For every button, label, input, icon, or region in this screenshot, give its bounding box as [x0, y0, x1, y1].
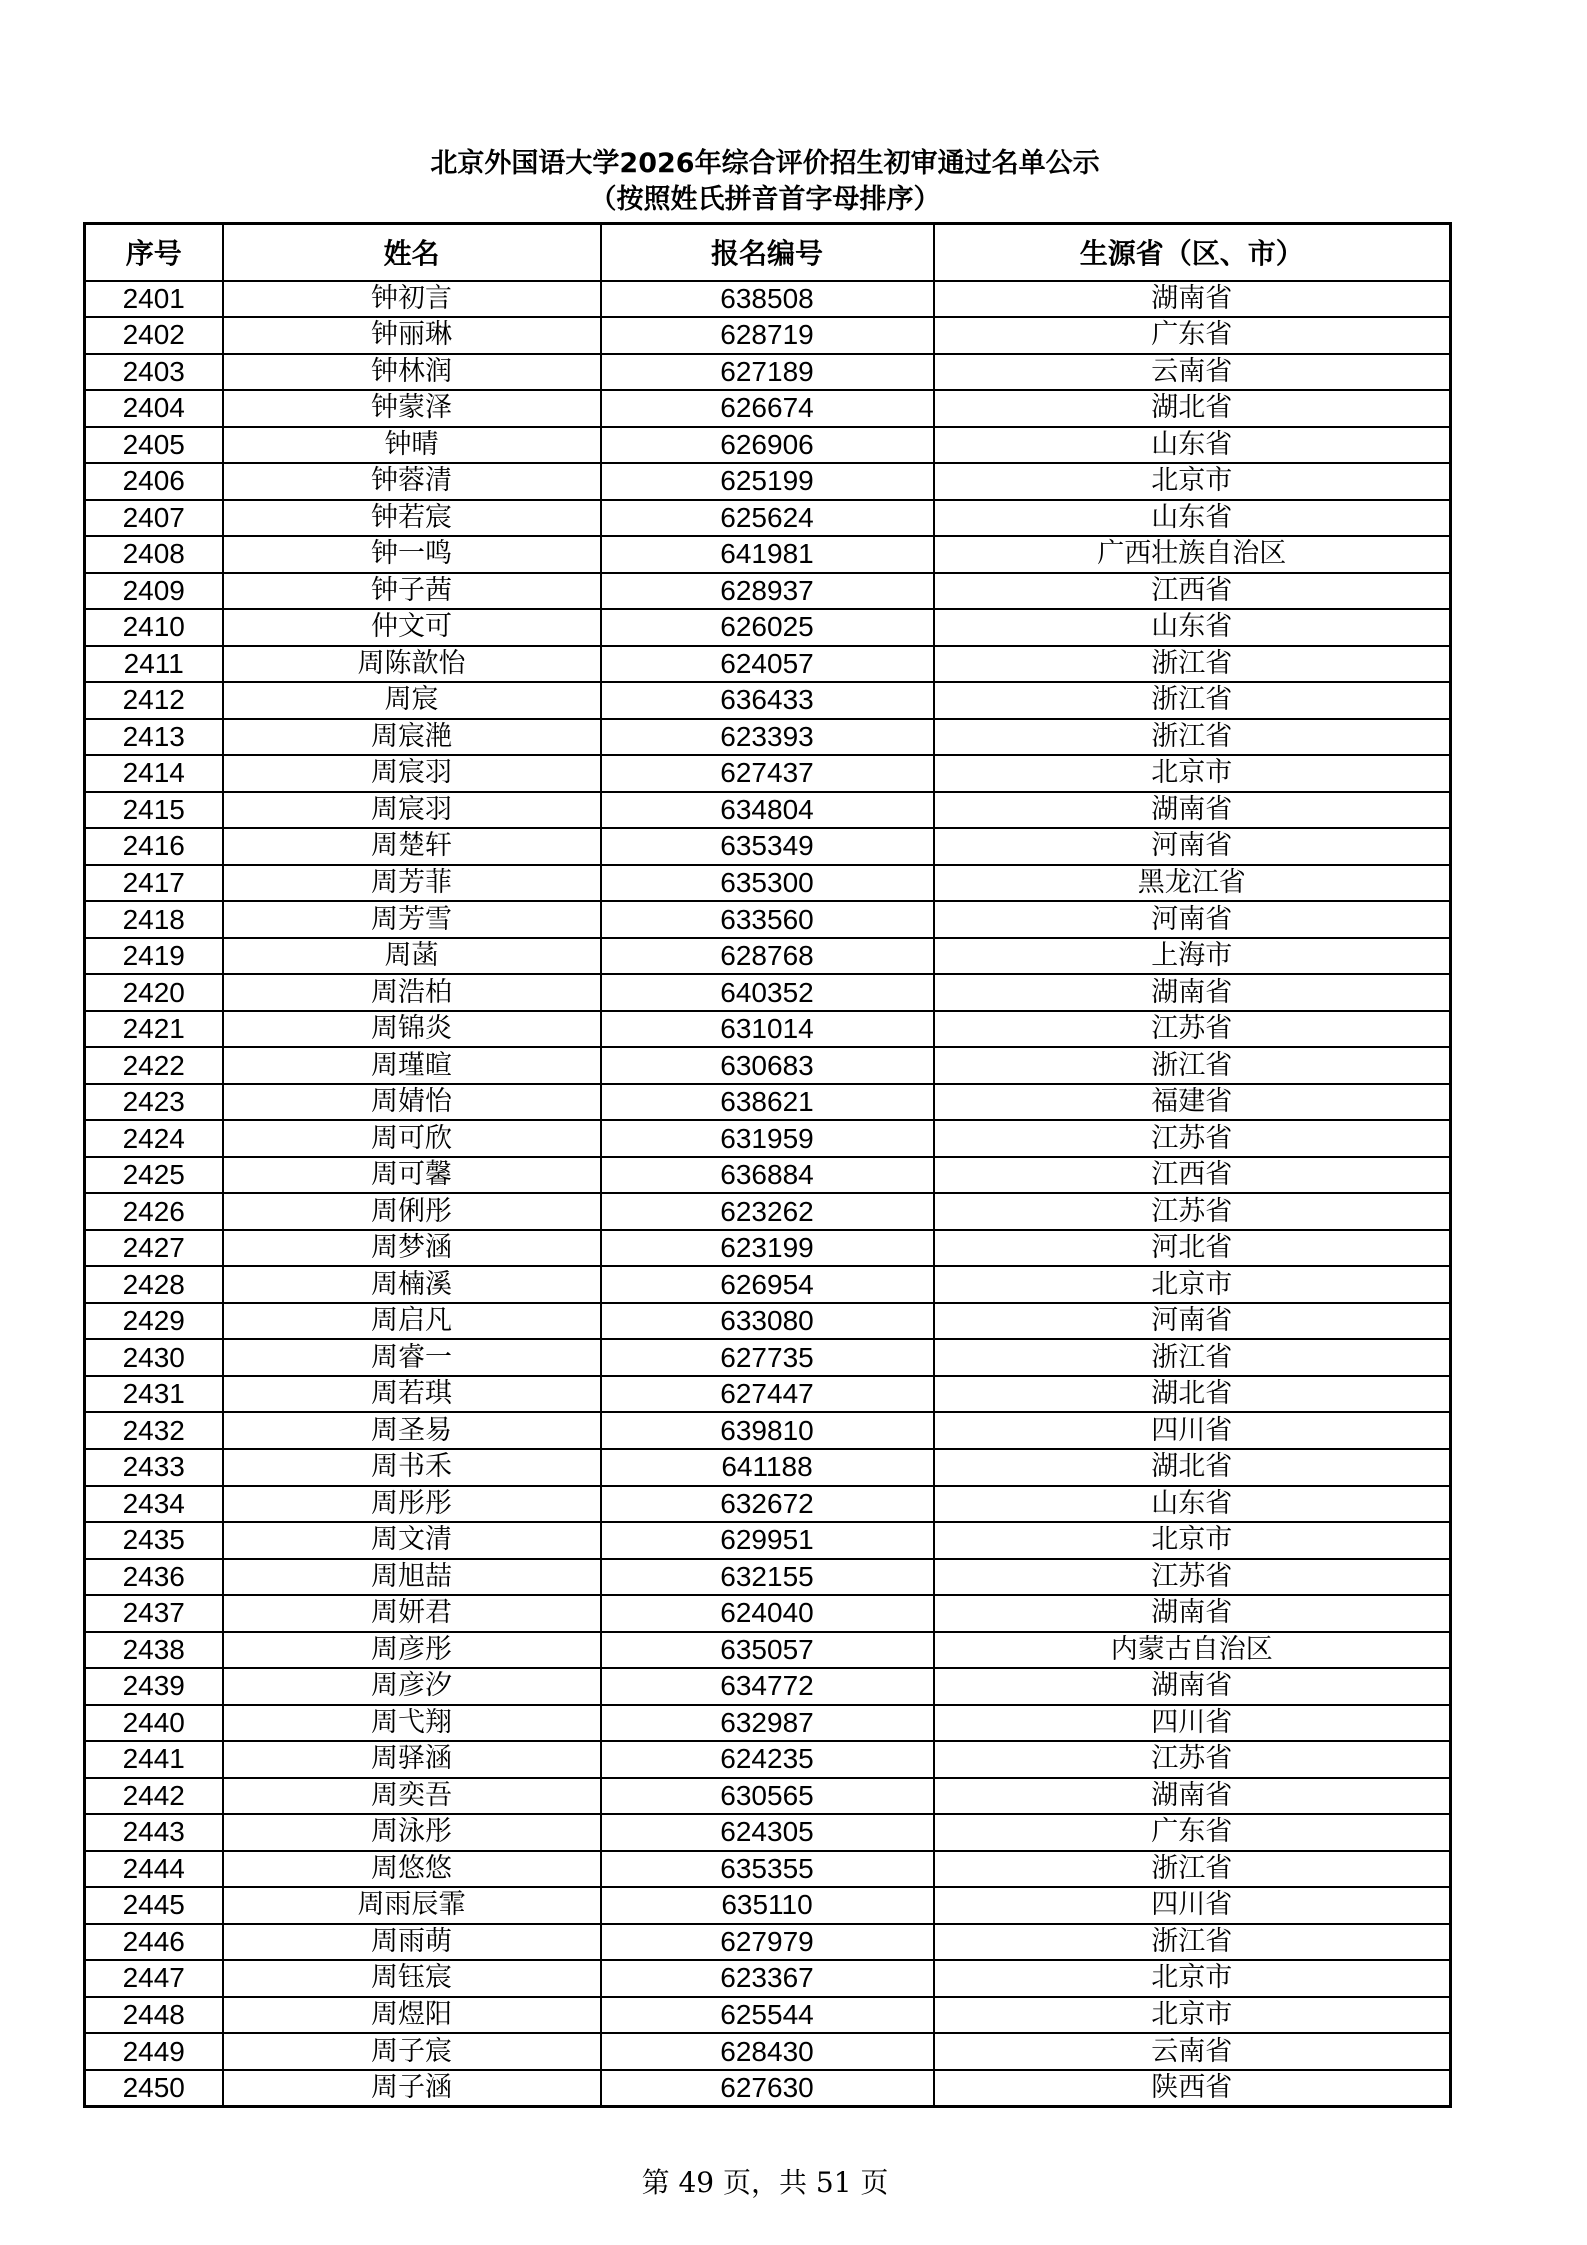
- name-cell: 周启凡: [223, 1303, 601, 1340]
- name-cell: 周妍君: [223, 1595, 601, 1632]
- name-cell: 周俐彤: [223, 1193, 601, 1230]
- registration-number-cell: 634804: [601, 792, 934, 829]
- province-cell: 山东省: [934, 609, 1451, 646]
- table-row: [85, 1668, 1451, 1705]
- province-cell: 湖南省: [934, 1595, 1451, 1632]
- province-cell: 湖南省: [934, 1778, 1451, 1815]
- province-cell: 浙江省: [934, 682, 1451, 719]
- serial-number-cell: 2412: [85, 682, 223, 719]
- registration-number-cell: 636433: [601, 682, 934, 719]
- name-cell: 周宸: [223, 682, 601, 719]
- table-row: [85, 1266, 1451, 1303]
- serial-number-cell: 2413: [85, 719, 223, 756]
- registration-number-cell: 628937: [601, 573, 934, 610]
- name-cell: 周睿一: [223, 1339, 601, 1376]
- registration-number-cell: 625624: [601, 500, 934, 537]
- province-cell: 浙江省: [934, 1339, 1451, 1376]
- registration-number-cell: 636884: [601, 1157, 934, 1194]
- name-cell: 周可馨: [223, 1157, 601, 1194]
- province-cell: 湖南省: [934, 792, 1451, 829]
- serial-number-cell: 2410: [85, 609, 223, 646]
- province-cell: 湖南省: [934, 281, 1451, 318]
- name-cell: 周宸羽: [223, 755, 601, 792]
- province-cell: 江苏省: [934, 1559, 1451, 1596]
- serial-number-cell: 2445: [85, 1887, 223, 1924]
- registration-number-cell: 626674: [601, 390, 934, 427]
- serial-number-cell: 2448: [85, 1997, 223, 2034]
- table-row: [85, 317, 1451, 354]
- registration-number-cell: 627630: [601, 2070, 934, 2107]
- name-cell: 钟初言: [223, 281, 601, 318]
- name-cell: 周驿涵: [223, 1741, 601, 1778]
- province-cell: 浙江省: [934, 1924, 1451, 1961]
- name-cell: 周弋翔: [223, 1705, 601, 1742]
- table-row: [85, 1230, 1451, 1267]
- serial-number-cell: 2423: [85, 1084, 223, 1121]
- table-row: [85, 1559, 1451, 1596]
- name-cell: 周旭喆: [223, 1559, 601, 1596]
- province-cell: 江苏省: [934, 1120, 1451, 1157]
- province-cell: 山东省: [934, 427, 1451, 464]
- table-row: [85, 1741, 1451, 1778]
- serial-number-cell: 2403: [85, 354, 223, 391]
- registration-number-cell: 627735: [601, 1339, 934, 1376]
- table-row: [85, 1814, 1451, 1851]
- serial-number-cell: 2414: [85, 755, 223, 792]
- name-cell: 周悠悠: [223, 1851, 601, 1888]
- serial-number-cell: 2432: [85, 1412, 223, 1449]
- registration-number-cell: 623262: [601, 1193, 934, 1230]
- serial-number-cell: 2408: [85, 536, 223, 573]
- table-row: [85, 1997, 1451, 2034]
- name-cell: 周芳雪: [223, 901, 601, 938]
- province-cell: 北京市: [934, 1960, 1451, 1997]
- table-row: [85, 1120, 1451, 1157]
- serial-number-cell: 2416: [85, 828, 223, 865]
- name-cell: 周雨萌: [223, 1924, 601, 1961]
- registration-number-cell: 629951: [601, 1522, 934, 1559]
- table-row: [85, 609, 1451, 646]
- registration-number-cell: 635300: [601, 865, 934, 902]
- serial-number-cell: 2405: [85, 427, 223, 464]
- registration-number-cell: 623393: [601, 719, 934, 756]
- name-cell: 周瑾暄: [223, 1047, 601, 1084]
- province-cell: 北京市: [934, 463, 1451, 500]
- serial-number-cell: 2440: [85, 1705, 223, 1742]
- registration-number-cell: 633080: [601, 1303, 934, 1340]
- registration-number-cell: 631959: [601, 1120, 934, 1157]
- table-row: [85, 646, 1451, 683]
- table-row: [85, 1011, 1451, 1048]
- province-cell: 湖北省: [934, 1449, 1451, 1486]
- name-cell: 周芳菲: [223, 865, 601, 902]
- registration-number-cell: 627189: [601, 354, 934, 391]
- province-cell: 北京市: [934, 1522, 1451, 1559]
- registration-number-cell: 632672: [601, 1486, 934, 1523]
- serial-number-cell: 2426: [85, 1193, 223, 1230]
- serial-number-cell: 2418: [85, 901, 223, 938]
- province-cell: 内蒙古自治区: [934, 1632, 1451, 1669]
- serial-number-cell: 2411: [85, 646, 223, 683]
- name-cell: 周泳彤: [223, 1814, 601, 1851]
- name-cell: 周浩柏: [223, 974, 601, 1011]
- serial-number-cell: 2422: [85, 1047, 223, 1084]
- serial-number-cell: 2438: [85, 1632, 223, 1669]
- province-cell: 北京市: [934, 1997, 1451, 2034]
- province-cell: 山东省: [934, 1486, 1451, 1523]
- registration-number-cell: 623367: [601, 1960, 934, 1997]
- serial-number-cell: 2425: [85, 1157, 223, 1194]
- province-cell: 浙江省: [934, 1047, 1451, 1084]
- province-cell: 北京市: [934, 755, 1451, 792]
- province-cell: 江西省: [934, 573, 1451, 610]
- registration-number-cell: 623199: [601, 1230, 934, 1267]
- province-cell: 广西壮族自治区: [934, 536, 1451, 573]
- registration-number-cell: 630565: [601, 1778, 934, 1815]
- table-row: [85, 1376, 1451, 1413]
- serial-number-cell: 2420: [85, 974, 223, 1011]
- document-title: 北京外国语大学2026年综合评价招生初审通过名单公示: [430, 148, 1100, 179]
- table-row: [85, 281, 1451, 318]
- serial-number-cell: 2409: [85, 573, 223, 610]
- table-row: [85, 463, 1451, 500]
- province-cell: 黑龙江省: [934, 865, 1451, 902]
- province-cell: 湖北省: [934, 390, 1451, 427]
- registration-number-cell: 626906: [601, 427, 934, 464]
- registration-number-cell: 634772: [601, 1668, 934, 1705]
- table-row: [85, 792, 1451, 829]
- document-subtitle: （按照姓氏拼音首字母排序）: [589, 184, 941, 215]
- name-cell: 周煜阳: [223, 1997, 601, 2034]
- table-row: [85, 536, 1451, 573]
- name-cell: 周宸滟: [223, 719, 601, 756]
- table-header-row: [85, 224, 1451, 281]
- registration-number-cell: 628768: [601, 938, 934, 975]
- table-row: [85, 1778, 1451, 1815]
- registration-number-cell: 625544: [601, 1997, 934, 2034]
- serial-number-cell: 2436: [85, 1559, 223, 1596]
- table-row: [85, 390, 1451, 427]
- registration-number-cell: 625199: [601, 463, 934, 500]
- registration-number-cell: 626025: [601, 609, 934, 646]
- name-cell: 周楚轩: [223, 828, 601, 865]
- province-cell: 浙江省: [934, 646, 1451, 683]
- table-row: [85, 427, 1451, 464]
- serial-number-cell: 2402: [85, 317, 223, 354]
- name-cell: 钟若宸: [223, 500, 601, 537]
- province-cell: 江苏省: [934, 1741, 1451, 1778]
- table-row: [85, 1486, 1451, 1523]
- province-cell: 湖南省: [934, 1668, 1451, 1705]
- header-serial-number: 序号: [85, 224, 223, 281]
- province-cell: 云南省: [934, 2033, 1451, 2070]
- registration-number-cell: 635110: [601, 1887, 934, 1924]
- registration-number-cell: 624305: [601, 1814, 934, 1851]
- province-cell: 河南省: [934, 901, 1451, 938]
- registration-number-cell: 641188: [601, 1449, 934, 1486]
- table-row: [85, 938, 1451, 975]
- name-cell: 钟子茜: [223, 573, 601, 610]
- table-row: [85, 1339, 1451, 1376]
- name-cell: 周圣易: [223, 1412, 601, 1449]
- serial-number-cell: 2446: [85, 1924, 223, 1961]
- name-cell: 周婧怡: [223, 1084, 601, 1121]
- table-row: [85, 1924, 1451, 1961]
- province-cell: 福建省: [934, 1084, 1451, 1121]
- table-row: [85, 1157, 1451, 1194]
- name-cell: 钟丽琳: [223, 317, 601, 354]
- registration-number-cell: 631014: [601, 1011, 934, 1048]
- name-cell: 周彦彤: [223, 1632, 601, 1669]
- name-cell: 周书禾: [223, 1449, 601, 1486]
- serial-number-cell: 2439: [85, 1668, 223, 1705]
- header-name: 姓名: [223, 224, 601, 281]
- registration-number-cell: 624040: [601, 1595, 934, 1632]
- registration-number-cell: 630683: [601, 1047, 934, 1084]
- name-cell: 周若琪: [223, 1376, 601, 1413]
- serial-number-cell: 2447: [85, 1960, 223, 1997]
- table-row: [85, 1851, 1451, 1888]
- header-province: 生源省（区、市）: [934, 224, 1451, 281]
- name-cell: 周宸羽: [223, 792, 601, 829]
- province-cell: 河南省: [934, 1303, 1451, 1340]
- registration-number-cell: 627437: [601, 755, 934, 792]
- serial-number-cell: 2429: [85, 1303, 223, 1340]
- province-cell: 河南省: [934, 828, 1451, 865]
- table-row: [85, 719, 1451, 756]
- registration-number-cell: 632155: [601, 1559, 934, 1596]
- table-row: [85, 1303, 1451, 1340]
- province-cell: 浙江省: [934, 719, 1451, 756]
- name-cell: 钟蓉清: [223, 463, 601, 500]
- province-cell: 湖北省: [934, 1376, 1451, 1413]
- name-cell: 周锦炎: [223, 1011, 601, 1048]
- table-row: [85, 500, 1451, 537]
- province-cell: 陕西省: [934, 2070, 1451, 2107]
- serial-number-cell: 2431: [85, 1376, 223, 1413]
- serial-number-cell: 2430: [85, 1339, 223, 1376]
- serial-number-cell: 2428: [85, 1266, 223, 1303]
- province-cell: 北京市: [934, 1266, 1451, 1303]
- table-row: [85, 865, 1451, 902]
- table-row: [85, 354, 1451, 391]
- province-cell: 上海市: [934, 938, 1451, 975]
- table-row: [85, 682, 1451, 719]
- table-row: [85, 573, 1451, 610]
- registration-number-cell: 635057: [601, 1632, 934, 1669]
- name-cell: 周可欣: [223, 1120, 601, 1157]
- table-row: [85, 1887, 1451, 1924]
- name-cell: 周奕吾: [223, 1778, 601, 1815]
- registration-number-cell: 635355: [601, 1851, 934, 1888]
- serial-number-cell: 2407: [85, 500, 223, 537]
- registration-number-cell: 627979: [601, 1924, 934, 1961]
- table-row: [85, 1705, 1451, 1742]
- registration-number-cell: 635349: [601, 828, 934, 865]
- name-cell: 周楠溪: [223, 1266, 601, 1303]
- name-cell: 周文清: [223, 1522, 601, 1559]
- province-cell: 四川省: [934, 1887, 1451, 1924]
- serial-number-cell: 2404: [85, 390, 223, 427]
- name-cell: 钟蒙泽: [223, 390, 601, 427]
- name-cell: 周子涵: [223, 2070, 601, 2107]
- table-row: [85, 1193, 1451, 1230]
- name-cell: 钟晴: [223, 427, 601, 464]
- registration-number-cell: 638508: [601, 281, 934, 318]
- serial-number-cell: 2444: [85, 1851, 223, 1888]
- registration-number-cell: 626954: [601, 1266, 934, 1303]
- table-row: [85, 1960, 1451, 1997]
- serial-number-cell: 2449: [85, 2033, 223, 2070]
- province-cell: 河北省: [934, 1230, 1451, 1267]
- province-cell: 广东省: [934, 1814, 1451, 1851]
- registration-number-cell: 628430: [601, 2033, 934, 2070]
- table-row: [85, 1084, 1451, 1121]
- serial-number-cell: 2406: [85, 463, 223, 500]
- serial-number-cell: 2415: [85, 792, 223, 829]
- registration-number-cell: 633560: [601, 901, 934, 938]
- serial-number-cell: 2443: [85, 1814, 223, 1851]
- registration-number-cell: 638621: [601, 1084, 934, 1121]
- registration-number-cell: 624235: [601, 1741, 934, 1778]
- serial-number-cell: 2424: [85, 1120, 223, 1157]
- table-row: [85, 1632, 1451, 1669]
- province-cell: 广东省: [934, 317, 1451, 354]
- registration-number-cell: 639810: [601, 1412, 934, 1449]
- serial-number-cell: 2401: [85, 281, 223, 318]
- registration-number-cell: 628719: [601, 317, 934, 354]
- serial-number-cell: 2435: [85, 1522, 223, 1559]
- table-row: [85, 1047, 1451, 1084]
- table-row: [85, 828, 1451, 865]
- province-cell: 浙江省: [934, 1851, 1451, 1888]
- table-row: [85, 901, 1451, 938]
- table-row: [85, 974, 1451, 1011]
- province-cell: 四川省: [934, 1412, 1451, 1449]
- serial-number-cell: 2421: [85, 1011, 223, 1048]
- serial-number-cell: 2437: [85, 1595, 223, 1632]
- province-cell: 云南省: [934, 354, 1451, 391]
- name-cell: 周子宸: [223, 2033, 601, 2070]
- admission-list-table: [83, 222, 1452, 2108]
- registration-number-cell: 627447: [601, 1376, 934, 1413]
- registration-number-cell: 641981: [601, 536, 934, 573]
- name-cell: 周雨辰霏: [223, 1887, 601, 1924]
- name-cell: 周钰宸: [223, 1960, 601, 1997]
- name-cell: 钟林润: [223, 354, 601, 391]
- province-cell: 湖南省: [934, 974, 1451, 1011]
- serial-number-cell: 2441: [85, 1741, 223, 1778]
- table-row: [85, 755, 1451, 792]
- table-row: [85, 1595, 1451, 1632]
- serial-number-cell: 2442: [85, 1778, 223, 1815]
- name-cell: 周彤彤: [223, 1486, 601, 1523]
- name-cell: 周梦涵: [223, 1230, 601, 1267]
- serial-number-cell: 2419: [85, 938, 223, 975]
- serial-number-cell: 2433: [85, 1449, 223, 1486]
- table-body: [85, 281, 1451, 2107]
- table-row: [85, 1522, 1451, 1559]
- name-cell: 周陈歆怡: [223, 646, 601, 683]
- table-row: [85, 2070, 1451, 2107]
- page-number: 第 49 页，共 51 页: [641, 2166, 889, 2199]
- serial-number-cell: 2434: [85, 1486, 223, 1523]
- serial-number-cell: 2450: [85, 2070, 223, 2107]
- serial-number-cell: 2427: [85, 1230, 223, 1267]
- table-row: [85, 1412, 1451, 1449]
- name-cell: 周彦汐: [223, 1668, 601, 1705]
- registration-number-cell: 624057: [601, 646, 934, 683]
- province-cell: 江苏省: [934, 1193, 1451, 1230]
- province-cell: 山东省: [934, 500, 1451, 537]
- header-registration-number: 报名编号: [601, 224, 934, 281]
- province-cell: 江西省: [934, 1157, 1451, 1194]
- name-cell: 周菡: [223, 938, 601, 975]
- province-cell: 四川省: [934, 1705, 1451, 1742]
- name-cell: 钟一鸣: [223, 536, 601, 573]
- registration-number-cell: 640352: [601, 974, 934, 1011]
- table-row: [85, 1449, 1451, 1486]
- serial-number-cell: 2417: [85, 865, 223, 902]
- name-cell: 仲文可: [223, 609, 601, 646]
- registration-number-cell: 632987: [601, 1705, 934, 1742]
- table-row: [85, 2033, 1451, 2070]
- province-cell: 江苏省: [934, 1011, 1451, 1048]
